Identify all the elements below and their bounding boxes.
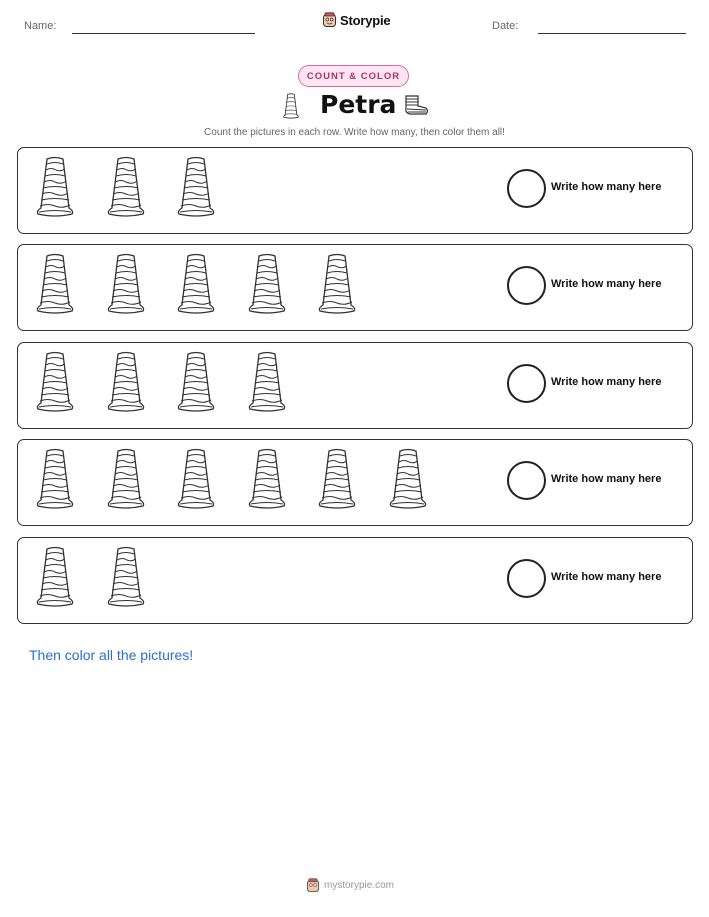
footer [306,878,394,893]
striped-bell-icon[interactable] [172,253,220,317]
count-row [17,244,693,331]
answer-label: Write how many here [551,181,662,193]
answer-circle[interactable] [507,559,546,598]
answer-circle[interactable] [507,461,546,500]
striped-bell-icon[interactable] [102,253,150,317]
count-row [17,439,693,526]
striped-bell-icon[interactable] [31,448,79,512]
striped-bell-icon[interactable] [31,156,79,220]
count-color-badge: COUNT & COLOR [298,65,409,87]
footer-site: mystorypie.com [324,880,395,891]
striped-bell-icon[interactable] [102,546,150,610]
striped-bell-icon[interactable] [102,448,150,512]
striped-bell-icon[interactable] [172,351,220,415]
striped-bell-icon[interactable] [102,156,150,220]
name-line[interactable] [72,33,255,34]
answer-label: Write how many here [551,571,662,583]
striped-bell-icon[interactable] [31,253,79,317]
count-row [17,147,693,234]
title-row [0,90,709,124]
striped-bell-icon[interactable] [172,448,220,512]
answer-circle[interactable] [507,266,546,305]
striped-sock-icon [402,93,430,117]
answer-label: Write how many here [551,473,662,485]
storypie-mascot-icon [306,878,320,893]
striped-bell-icon[interactable] [243,448,291,512]
date-line[interactable] [538,33,686,34]
striped-bell-icon[interactable] [243,253,291,317]
striped-bell-icon [281,91,301,122]
count-row [17,342,693,429]
brand-name: Storypie [340,12,391,28]
striped-bell-icon[interactable] [31,351,79,415]
answer-circle[interactable] [507,364,546,403]
striped-bell-icon[interactable] [313,253,361,317]
striped-bell-icon[interactable] [384,448,432,512]
storypie-logo [322,12,390,28]
name-label: Name: [24,20,57,32]
color-instruction: Then color all the pictures! [29,647,194,663]
storypie-mascot-icon [322,12,337,28]
page-title: Petra [320,90,397,119]
answer-label: Write how many here [551,278,662,290]
answer-circle[interactable] [507,169,546,208]
striped-bell-icon[interactable] [172,156,220,220]
striped-bell-icon[interactable] [243,351,291,415]
striped-bell-icon[interactable] [31,546,79,610]
instructions: Count the pictures in each row. Write how many, then color them all! [204,127,505,138]
striped-bell-icon[interactable] [313,448,361,512]
striped-bell-icon[interactable] [102,351,150,415]
count-row [17,537,693,624]
answer-label: Write how many here [551,376,662,388]
date-label: Date: [492,20,519,32]
